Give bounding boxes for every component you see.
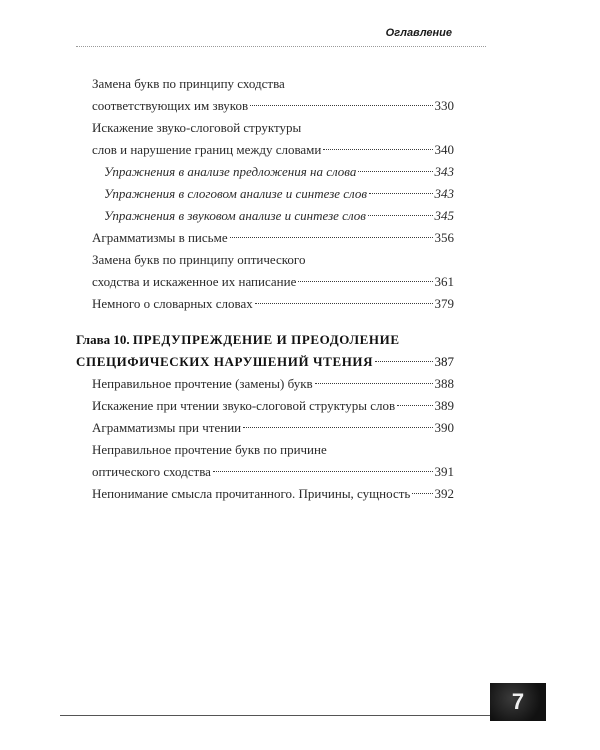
dot-leader [323,149,432,150]
toc-entry[interactable] [92,374,454,394]
toc-entry-title: Неправильное прочтение (замены) букв [92,376,313,391]
chapter-title-line: СПЕЦИФИЧЕСКИХ НАРУШЕНИЙ ЧТЕНИЯ [76,354,374,369]
toc-entry[interactable] [92,140,454,160]
chapter-heading-continued[interactable] [76,352,454,372]
toc-page-number: 330 [434,98,454,113]
toc-entry[interactable] [92,484,454,504]
dot-leader [243,427,432,428]
dot-leader [369,193,432,194]
dot-leader [250,105,432,106]
toc-page-number: 391 [434,464,454,479]
toc-page-number: 340 [434,142,454,157]
toc-entry-title: Немного о словарных словах [92,296,253,311]
toc-entry-title: оптического сходства [92,464,211,479]
toc-page-number: 343 [434,186,454,201]
toc-entry-text: Замена букв по принципу оптического [92,252,306,267]
toc-page-number: 345 [434,208,454,223]
footer-divider [60,715,490,716]
toc-entry-title: Упражнения в звуковом анализе и синтезе слов [104,208,366,223]
toc-page-number: 389 [434,398,454,413]
dot-leader [375,361,432,362]
toc-entry-title: сходства и искаженное их написание [92,274,297,289]
chapter-heading[interactable] [76,330,400,350]
dot-leader [213,471,433,472]
toc-entry[interactable] [92,418,454,438]
chapter-title-line: ПРЕДУПРЕЖДЕНИЕ И ПРЕОДОЛЕНИЕ [132,332,400,347]
page-number-badge [490,683,546,721]
toc-page-number: 361 [434,274,454,289]
dot-leader [315,383,433,384]
toc-page-number: 390 [434,420,454,435]
toc-entry-title: Искажение при чтении звуко-слоговой структуры слов [92,398,396,413]
toc-entry-title: Упражнения в слоговом анализе и синтезе слов [104,186,368,201]
toc-entry[interactable] [92,96,454,116]
dot-leader [412,493,432,494]
toc-page-number: 343 [434,164,454,179]
dot-leader [255,303,433,304]
toc-entry[interactable] [92,228,454,248]
toc-entry-title: слов и нарушение границ между словами [92,142,322,157]
chapter-label: Глава 10. [76,332,133,347]
toc-entry[interactable] [92,462,454,482]
toc-entry[interactable] [92,396,454,416]
toc-entry-title: Аграмматизмы в письме [92,230,228,245]
toc-subentry[interactable] [104,162,454,182]
dot-leader [230,237,433,238]
toc-entry-title: Аграмматизмы при чтении [92,420,242,435]
header-divider [76,46,486,47]
toc-entry[interactable] [92,272,454,292]
toc-entry-title: Упражнения в анализе предложения на слова [104,164,357,179]
dot-leader [368,215,433,216]
toc-page-number: 379 [434,296,454,311]
toc-entry-text: Искажение звуко-слоговой структуры [92,120,302,135]
toc-entry-title: Непонимание смысла прочитанного. Причины, сущность [92,486,411,501]
toc-entry[interactable] [92,294,454,314]
toc-entry-title: соответствующих им звуков [92,98,249,113]
toc-subentry[interactable] [104,184,454,204]
toc-page-number: 392 [434,486,454,501]
toc-page-number: 356 [434,230,454,245]
toc-page-number: 387 [434,354,454,369]
toc-entry-text: Неправильное прочтение букв по причине [92,442,327,457]
toc-page-number: 388 [434,376,454,391]
dot-leader [397,405,432,406]
dot-leader [358,171,432,172]
toc-entry-text: Замена букв по принципу сходства [92,76,285,91]
dot-leader [298,281,432,282]
page-number: 7 [511,689,525,714]
toc-subentry[interactable] [104,206,454,226]
running-header-title: Оглавление [385,27,452,39]
